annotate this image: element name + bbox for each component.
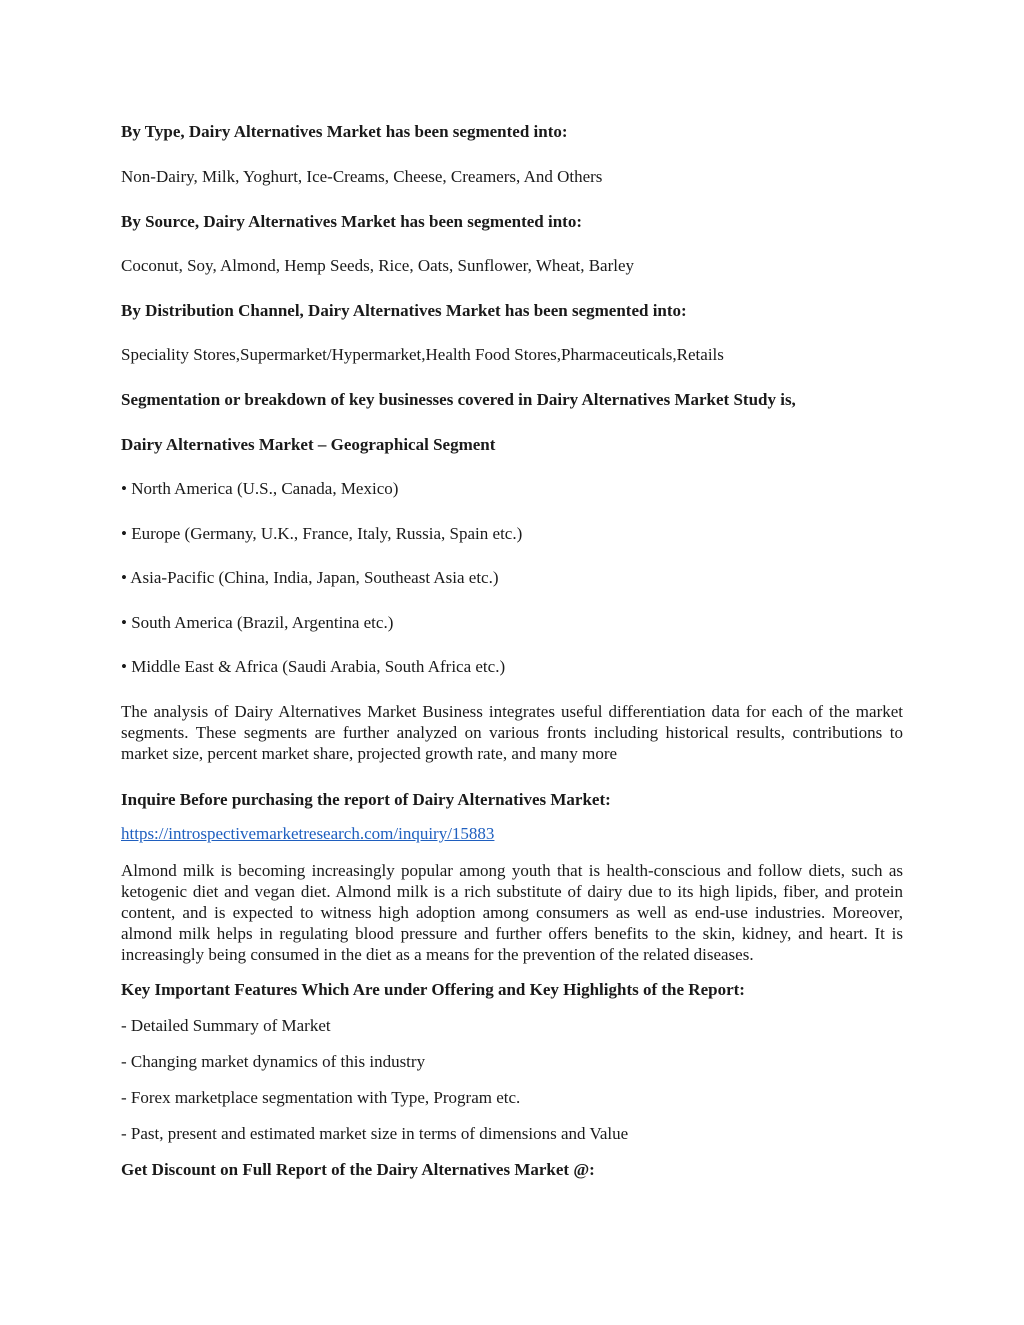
feature-item: - Changing market dynamics of this industry xyxy=(121,1052,426,1071)
inquire-heading: Inquire Before purchasing the report of Dairy Alternatives Market: xyxy=(121,790,611,809)
region-item: • Middle East & Africa (Saudi Arabia, South Africa etc.) xyxy=(121,657,506,676)
feature-item: - Detailed Summary of Market xyxy=(121,1016,331,1035)
region-item: • Asia-Pacific (China, India, Japan, Southeast Asia etc.) xyxy=(121,568,499,587)
source-list: Coconut, Soy, Almond, Hemp Seeds, Rice, Oats, Sunflower, Wheat, Barley xyxy=(121,256,635,275)
geo-heading: Dairy Alternatives Market – Geographical Segment xyxy=(121,435,496,454)
region-item: • South America (Brazil, Argentina etc.) xyxy=(121,613,394,632)
feature-item: - Past, present and estimated market size in terms of dimensions and Value xyxy=(121,1124,629,1143)
inquiry-link[interactable]: https://introspectivemarketresearch.com/inquiry/15883 xyxy=(121,824,495,843)
discount-heading: Get Discount on Full Report of the Dairy Alternatives Market @: xyxy=(121,1160,595,1179)
region-item: • North America (U.S., Canada, Mexico) xyxy=(121,479,399,498)
source-heading: By Source, Dairy Alternatives Market has been segmented into: xyxy=(121,212,582,231)
channel-heading: By Distribution Channel, Dairy Alternatives Market has been segmented into: xyxy=(121,301,687,320)
feature-item: - Forex marketplace segmentation with Type, Program etc. xyxy=(121,1088,521,1107)
type-list: Non-Dairy, Milk, Yoghurt, Ice-Creams, Cheese, Creamers, And Others xyxy=(121,167,603,186)
channel-list: Speciality Stores,Supermarket/Hypermarket,Health Food Stores,Pharmaceuticals,Retails xyxy=(121,345,724,364)
almond-paragraph: Almond milk is becoming increasingly popular among youth that is health-conscious and follow diets, such as ketogenic diet and vegan diet. Almond milk is a rich substitute of dairy due to its high lipids, fiber, and protein content, and is expected to witness high adoption among consumers as well as end-use industries. Moreover, almond milk helps in regulating blood pressure and further offers benefits to the skin, kidney, and heart. It is increasingly being consumed in the diet as a means for the prevention of the related diseases. xyxy=(121,861,903,964)
type-heading: By Type, Dairy Alternatives Market has been segmented into: xyxy=(121,122,568,141)
region-item: • Europe (Germany, U.K., France, Italy, Russia, Spain etc.) xyxy=(121,524,523,543)
segmentation-heading: Segmentation or breakdown of key businesses covered in Dairy Alternatives Market Study is, xyxy=(121,390,796,409)
analysis-paragraph: The analysis of Dairy Alternatives Market Business integrates useful differentiation data for each of the market segments. These segments are further analyzed on various fronts including historical results, contributions to market size, percent market share, projected growth rate, and many more xyxy=(121,702,903,763)
features-heading: Key Important Features Which Are under Offering and Key Highlights of the Report: xyxy=(121,980,745,999)
